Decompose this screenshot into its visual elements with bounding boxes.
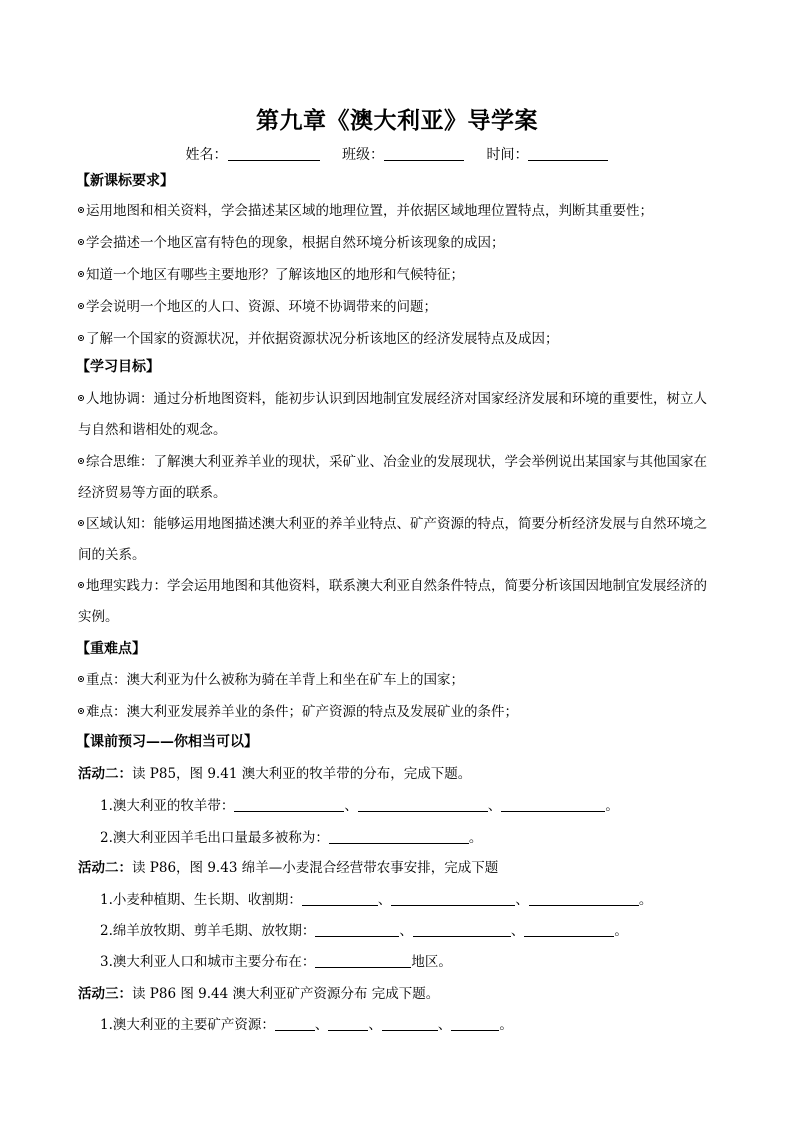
time-label: 时间： bbox=[486, 147, 529, 163]
answer-blank[interactable] bbox=[529, 892, 639, 906]
standards-item: 学会说明一个地区的人口、资源、环境不协调带来的问题； bbox=[78, 298, 437, 316]
answer-blank[interactable] bbox=[391, 892, 515, 906]
section-heading-preview: 【课前预习——你相当可以】 bbox=[76, 734, 258, 750]
objective-item-continued: 经济贸易等方面的联系。 bbox=[78, 485, 227, 501]
standards-item: 了解一个国家的资源状况，并依据资源状况分析该地区的经济发展特点及成因； bbox=[78, 330, 559, 348]
objective-item: 综合思维：了解澳大利亚养羊业的现状，采矿业、冶金业的发展现状，学会举例说出某国家与其他国家在 bbox=[78, 453, 707, 471]
answer-blank[interactable] bbox=[315, 923, 399, 937]
objective-item-continued: 实例。 bbox=[78, 609, 119, 625]
answer-blank[interactable] bbox=[302, 892, 378, 906]
answer-blank[interactable] bbox=[358, 798, 488, 812]
name-label: 姓名： bbox=[185, 147, 228, 163]
class-label: 班级： bbox=[342, 147, 384, 163]
bullet-icon bbox=[78, 458, 84, 464]
answer-blank[interactable] bbox=[315, 954, 411, 968]
objective-item: 地理实践力：学会运用地图和其他资料，联系澳大利亚自然条件特点，简要分析该国因地制宜发展经济的 bbox=[78, 577, 707, 595]
standards-item: 学会描述一个地区富有特色的现象，根据自然环境分析该现象的成因； bbox=[78, 234, 505, 252]
bullet-icon bbox=[78, 335, 84, 341]
key-point-item: 重点：澳大利亚为什么被称为骑在羊背上和坐在矿车上的国家； bbox=[78, 671, 464, 689]
standards-item: 运用地图和相关资料，学会描述某区域的地理位置，并依据区域地理位置特点，判断其重要性； bbox=[78, 202, 653, 220]
activity-2-question-1: 1.小麦种植期、生长期、收割期： 、 、 。 bbox=[100, 892, 653, 908]
time-blank[interactable] bbox=[528, 146, 608, 161]
section-heading-key-points: 【重难点】 bbox=[76, 641, 146, 657]
answer-blank[interactable] bbox=[275, 1017, 315, 1031]
activity-2-prompt: 活动二：读 P86，图 9.43 绵羊—小麦混合经营带农事安排，完成下题 bbox=[78, 860, 499, 876]
key-point-item: 难点：澳大利亚发展养羊业的条件；矿产资源的特点及发展矿业的条件； bbox=[78, 703, 518, 721]
objective-item: 人地协调：通过分析地图资料，能初步认识到因地制宜发展经济对国家经济发展和环境的重要性，树立人 bbox=[78, 390, 707, 408]
student-info-line bbox=[0, 144, 794, 164]
answer-blank[interactable] bbox=[382, 1017, 438, 1031]
page-title: 第九章《澳大利亚》导学案 bbox=[256, 107, 538, 134]
bullet-icon bbox=[78, 395, 84, 401]
activity-3-prompt: 活动三：读 P86 图 9.44 澳大利亚矿产资源分布 完成下题。 bbox=[78, 986, 440, 1002]
bullet-icon bbox=[78, 207, 84, 213]
activity-3-question-1: 1.澳大利亚的主要矿产资源： 、 、 、 。 bbox=[100, 1017, 513, 1033]
activity-1-question-1: 1.澳大利亚的牧羊带： 、 、 。 bbox=[100, 798, 619, 814]
answer-blank[interactable] bbox=[234, 798, 344, 812]
objective-item: 区域认知：能够运用地图描述澳大利亚的养羊业特点、矿产资源的特点，简要分析经济发展与自然环境之 bbox=[78, 515, 707, 533]
section-heading-objectives: 【学习目标】 bbox=[76, 359, 160, 375]
bullet-icon bbox=[78, 271, 84, 277]
section-heading-standards: 【新课标要求】 bbox=[76, 173, 174, 189]
answer-blank[interactable] bbox=[451, 1017, 499, 1031]
objective-item-continued: 与自然和谐相处的观念。 bbox=[78, 422, 227, 438]
bullet-icon bbox=[78, 708, 84, 714]
class-blank[interactable] bbox=[384, 146, 464, 161]
activity-1-question-2: 2.澳大利亚因羊毛出口量最多被称为： 。 bbox=[100, 830, 483, 846]
standards-item: 知道一个地区有哪些主要地形？了解该地区的地形和气候特征； bbox=[78, 266, 464, 284]
activity-2-question-3: 3.澳大利亚人口和城市主要分布在： 地区。 bbox=[100, 954, 452, 970]
answer-blank[interactable] bbox=[328, 1017, 368, 1031]
activity-2-question-2: 2.绵羊放牧期、剪羊毛期、放牧期： 、 、 。 bbox=[100, 923, 628, 939]
name-blank[interactable] bbox=[228, 146, 320, 161]
bullet-icon bbox=[78, 303, 84, 309]
activity-1-prompt: 活动二：读 P85，图 9.41 澳大利亚的牧羊带的分布，完成下题。 bbox=[78, 766, 472, 782]
answer-blank[interactable] bbox=[413, 923, 511, 937]
bullet-icon bbox=[78, 676, 84, 682]
answer-blank[interactable] bbox=[329, 830, 469, 844]
answer-blank[interactable] bbox=[501, 798, 605, 812]
bullet-icon bbox=[78, 520, 84, 526]
bullet-icon bbox=[78, 582, 84, 588]
objective-item-continued: 间的关系。 bbox=[78, 547, 146, 563]
answer-blank[interactable] bbox=[524, 923, 614, 937]
bullet-icon bbox=[78, 239, 84, 245]
